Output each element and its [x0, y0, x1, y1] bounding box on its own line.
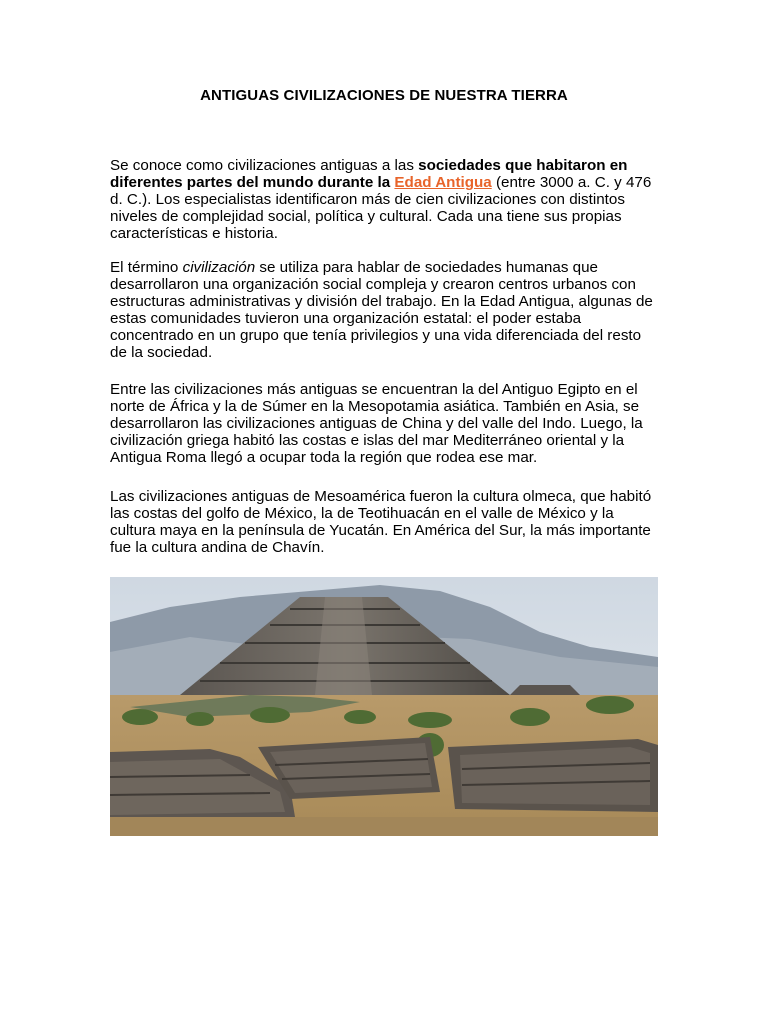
paragraph-oldest-civilizations: Entre las civilizaciones más antiguas se encuentran la del Antiguo Egipto en el norte de África y la de Súmer en la Mesopotamia asiática. También en Asia, se desarrollaron las civilizaciones antiguas de China y del valle del Indo. Luego, la civilización griega habitó las costas e islas del mar Mediterráneo oriental y la Antigua Roma llegó a ocupar toda la región que rodea ese mar. [110, 381, 643, 466]
paragraph-mesoamerica: Las civilizaciones antiguas de Mesoamérica fueron la cultura olmeca, que habitó las costas del golfo de México, la de Teotihuacán en el valle de México y la cultura maya en la península de Yucatán. En América del Sur, la más importante fue la cultura andina de Chavín. [110, 488, 652, 556]
term-text-start: El término [110, 259, 183, 276]
intro-bold-text: sociedades que habitaron en diferentes partes del mundo durante la [110, 157, 628, 191]
paragraph-intro [110, 157, 660, 242]
term-italic: civilización [182, 259, 256, 276]
term-text-end: se utiliza para hablar de sociedades humanas que desarrollaron una organización social compleja y crearon centros urbanos con estructuras administrativas y división del trabajo. En la Edad Antigua, algunas de estas comunidades tuvieron una organización estatal: el poder estaba concentrado en un grupo que tenía privilegios y una vida diferenciada del resto de la sociedad. [110, 259, 653, 361]
teotihuacan-pyramid-photo [110, 577, 658, 836]
intro-text-start: Se conoce como civilizaciones antiguas a las [110, 157, 419, 174]
edad-antigua-link[interactable]: Edad Antigua [394, 174, 492, 191]
paragraph-civilization-term [110, 259, 660, 361]
page-title: ANTIGUAS CIVILIZACIONES DE NUESTRA TIERRA [200, 87, 568, 104]
intro-text-end: (entre 3000 a. C. y 476 d. C.). Los especialistas identificaron más de cien civilizaciones con distintos niveles de complejidad social, política y cultural. Cada una tiene sus propias características e historia. [110, 174, 652, 242]
